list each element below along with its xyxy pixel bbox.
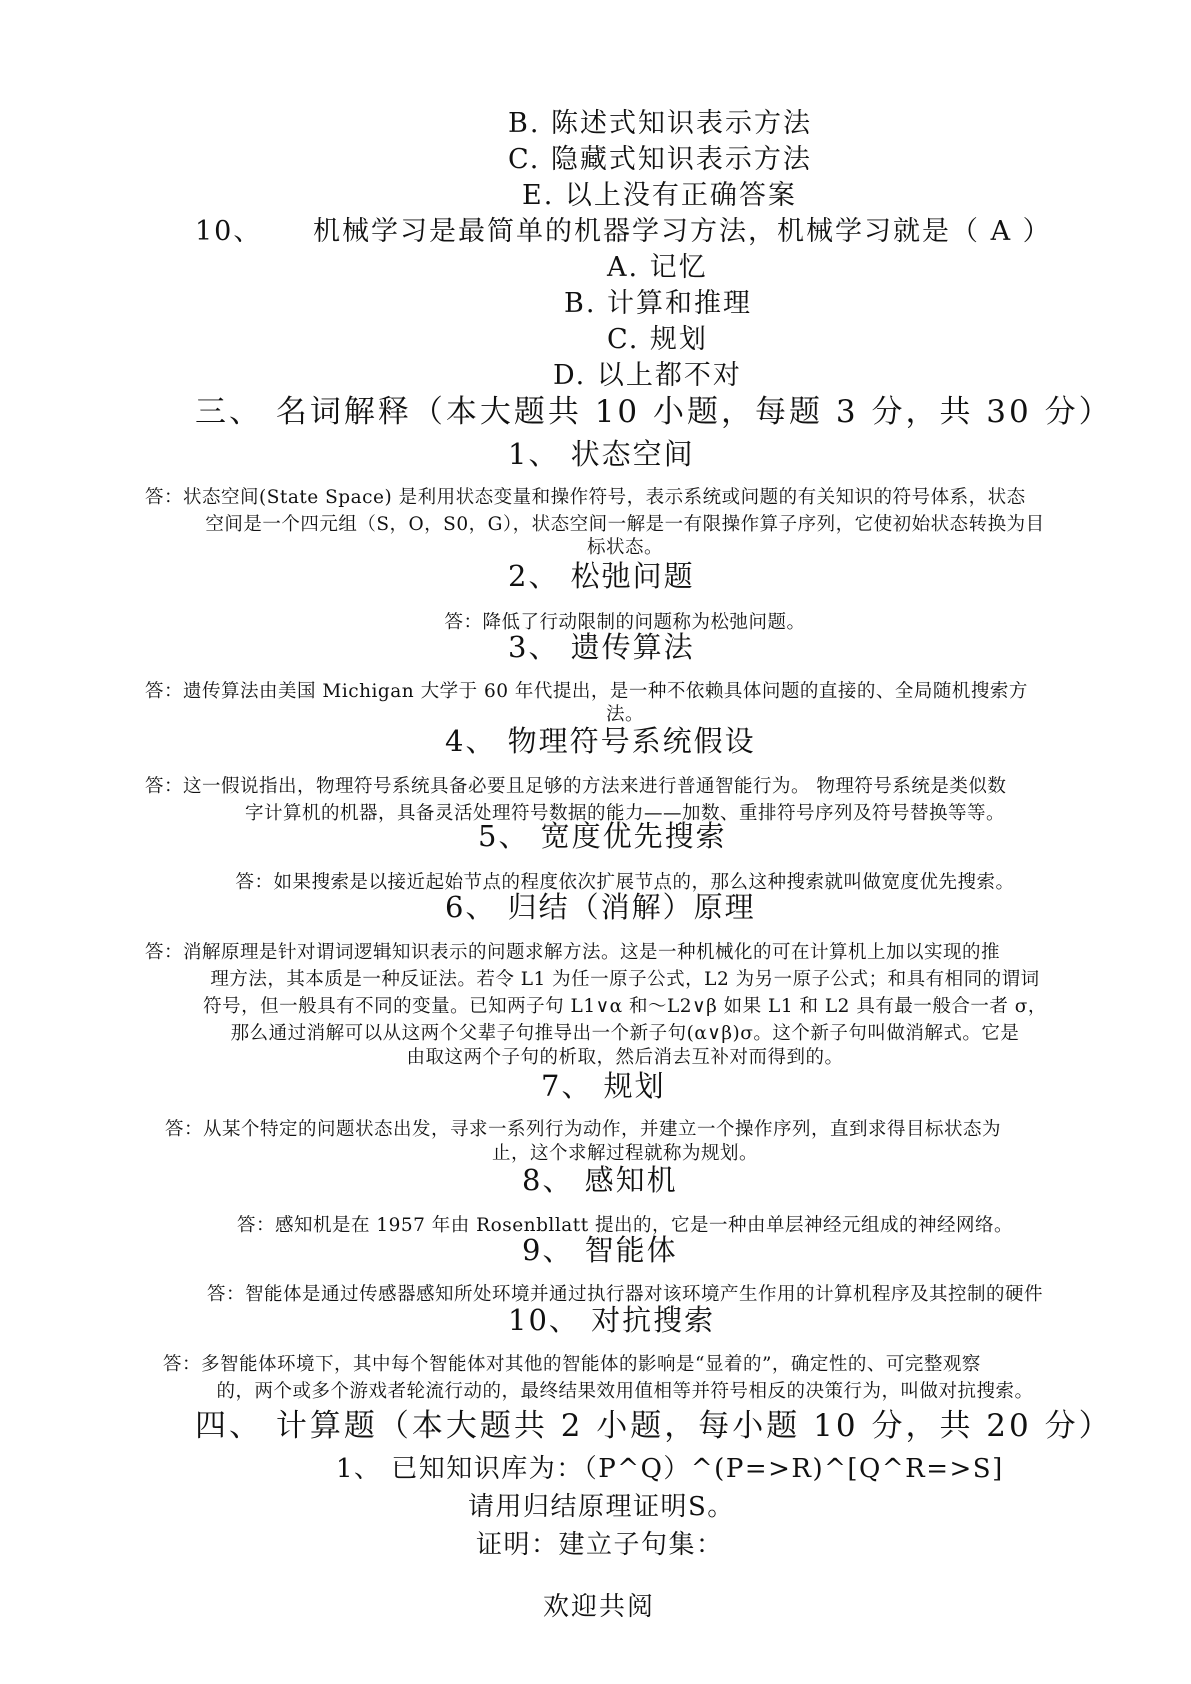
calc-q1-line3: 证明：建立子句集： bbox=[476, 1530, 724, 1560]
term-8-heading: 8、 感知机 bbox=[522, 1163, 678, 1197]
calc-q1-line1: 1、 已知知识库为：（P^Q）^(P=>R)^[Q^R=>S] bbox=[336, 1454, 1004, 1484]
term-3-heading: 3、 遗传算法 bbox=[508, 630, 695, 664]
term-7-answer: 答：从某个特定的问题状态出发，寻求一系列行为动作，并建立一个操作序列，直到求得目标状态为 止，这个求解过程就称为规划。 bbox=[165, 1119, 1002, 1164]
page-footer: 欢迎共阅 bbox=[543, 1592, 656, 1622]
option-e: E. 以上没有正确答案 bbox=[522, 180, 797, 211]
section-4-title: 四、 计算题（本大题共 2 小题，每小题 10 分，共 20 分） bbox=[195, 1408, 1113, 1444]
term-6-answer: 答：消解原理是针对谓词逻辑知识表示的问题求解方法。这是一种机械化的可在计算机上加以实现的推 理方法，其本质是一种反证法。若令 L1 为任一原子公式，L2 为另一原子公式；和具有相同的谓词 符号，但一般具有不同的变量。已知两子句 L1∨α 和～L2∨β 如果 L1 和 L2 具有最一般合一者 σ， 那么通过消解可以从这两个父辈子句推导出一个新子句(α∨β)σ。这个新子句叫做消解式。它是 由取这两个子句的析取，然后消去互补对而得到的。 bbox=[145, 942, 1047, 1068]
term-10-answer: 答：多智能体环境下，其中每个智能体对其他的智能体的影响是“显着的”，确定性的、可完整观察 的，两个或多个游戏者轮流行动的，最终结果效用值相等并符号相反的决策行为，叫做对抗搜索。 bbox=[163, 1354, 1034, 1402]
term-5-answer: 答：如果搜索是以接近起始节点的程度依次扩展节点的，那么这种搜索就叫做宽度优先搜索。 bbox=[235, 872, 1015, 893]
calc-q1-line2: 请用归结原理证明S。 bbox=[468, 1492, 735, 1522]
term-1-answer: 答：状态空间(State Space) 是利用状态变量和操作符号，表示系统或问题的有关知识的符号体系，状态 空间是一个四元组（S，O，S0，G），状态空间一解是一有限操作算子序列，它使初始状态转换为目 标状态。 bbox=[145, 487, 1045, 558]
term-1-heading: 1、 状态空间 bbox=[508, 437, 695, 471]
question-10-number: 10、 bbox=[195, 216, 263, 247]
q10-option-b: B. 计算和推理 bbox=[564, 288, 753, 319]
term-8-answer: 答：感知机是在 1957 年由 Rosenbllatt 提出的，它是一种由单层神经元组成的神经网络。 bbox=[236, 1215, 1014, 1236]
term-4-answer: 答：这一假说指出，物理符号系统具备必要且足够的方法来进行普通智能行为。 物理符号系统是类似数 字计算机的机器，具备灵活处理符号数据的能力——加数、重排符号序列及符号替换等等。 bbox=[145, 776, 1007, 824]
term-3-answer: 答：遗传算法由美国 Michigan 大学于 60 年代提出，是一种不依赖具体问题的直接的、全局随机搜索方 法。 bbox=[145, 681, 1028, 725]
q10-option-d: D. 以上都不对 bbox=[553, 360, 742, 391]
term-4-heading: 4、 物理符号系统假设 bbox=[445, 724, 756, 758]
term-6-heading: 6、 归结（消解）原理 bbox=[445, 890, 756, 924]
option-b: B. 陈述式知识表示方法 bbox=[508, 108, 813, 139]
q10-option-c: C. 规划 bbox=[607, 324, 708, 355]
term-10-heading: 10、 对抗搜索 bbox=[508, 1303, 716, 1337]
term-9-heading: 9、 智能体 bbox=[522, 1233, 678, 1267]
option-c: C. 隐藏式知识表示方法 bbox=[508, 144, 812, 175]
term-2-heading: 2、 松弛问题 bbox=[508, 559, 695, 593]
q10-option-a: A. 记忆 bbox=[607, 252, 708, 283]
term-5-heading: 5、 宽度优先搜索 bbox=[478, 819, 727, 853]
term-7-heading: 7、 规划 bbox=[541, 1069, 666, 1103]
question-10-text: 机械学习是最简单的机器学习方法，机械学习就是（ A ） bbox=[313, 216, 1052, 247]
section-3-title: 三、 名词解释（本大题共 10 小题，每题 3 分，共 30 分） bbox=[195, 394, 1113, 430]
term-2-answer: 答：降低了行动限制的问题称为松弛问题。 bbox=[444, 612, 806, 633]
term-9-answer: 答：智能体是通过传感器感知所处环境并通过执行器对该环境产生作用的计算机程序及其控制的硬件 bbox=[206, 1284, 1043, 1305]
